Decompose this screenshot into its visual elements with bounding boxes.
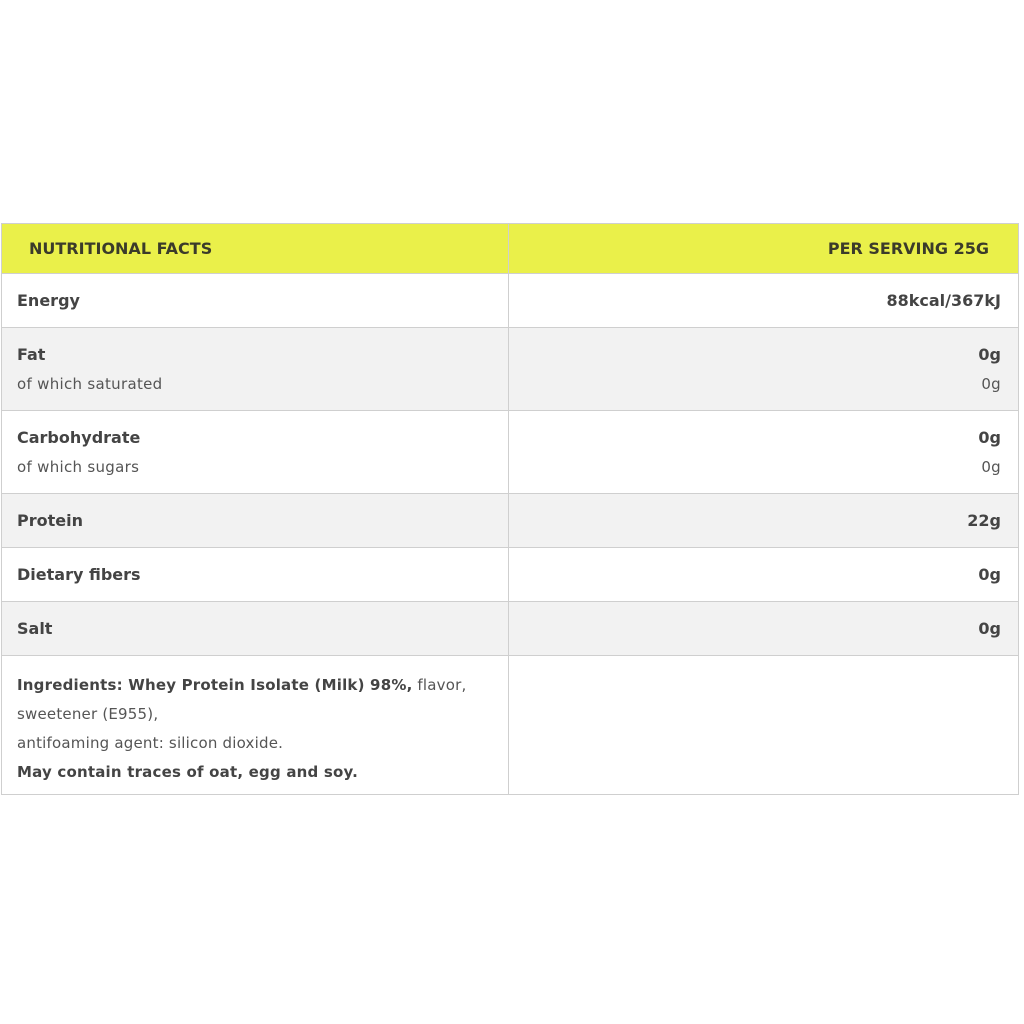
carbohydrate-label: Carbohydrate [17,427,141,447]
ingredients-bold-prefix: Ingredients: Whey Protein Isolate (Milk) 98%, [17,676,413,694]
fat-label: Fat [17,344,46,364]
table-row-carbohydrate [2,411,1019,494]
salt-value: 0g [978,618,1001,638]
sugars-label: of which sugars [17,457,140,476]
ingredients-antifoaming: antifoaming agent: silicon dioxide. [17,734,284,752]
table-row-salt [2,602,1019,656]
dietary-fibers-value: 0g [978,564,1001,584]
table-row-fat [2,328,1019,411]
nutrition-facts-table [1,223,1019,795]
ingredients-empty-cell [509,656,1019,795]
ingredients-sweetener: sweetener (E955), [17,705,159,723]
energy-label: Energy [17,290,80,310]
saturated-value: 0g [981,374,1001,393]
ingredients-text [17,656,508,787]
header-per-serving: PER SERVING 25G [509,224,1019,274]
ingredients-flavor: flavor, [412,676,467,694]
sugars-value: 0g [981,457,1001,476]
table-row-ingredients [2,656,1019,795]
table-header-row [2,224,1019,274]
carbohydrate-value: 0g [978,427,1001,447]
energy-value: 88kcal/367kJ [886,290,1001,310]
header-nutritional-facts: NUTRITIONAL FACTS [2,224,509,274]
fat-value: 0g [978,344,1001,364]
protein-label: Protein [17,510,83,530]
saturated-label: of which saturated [17,374,163,393]
table-row-dietary-fibers [2,548,1019,602]
dietary-fibers-label: Dietary fibers [17,564,141,584]
salt-label: Salt [17,618,53,638]
protein-value: 22g [967,510,1001,530]
table-row-protein [2,494,1019,548]
table-row-energy [2,274,1019,328]
allergen-note: May contain traces of oat, egg and soy. [17,763,359,781]
